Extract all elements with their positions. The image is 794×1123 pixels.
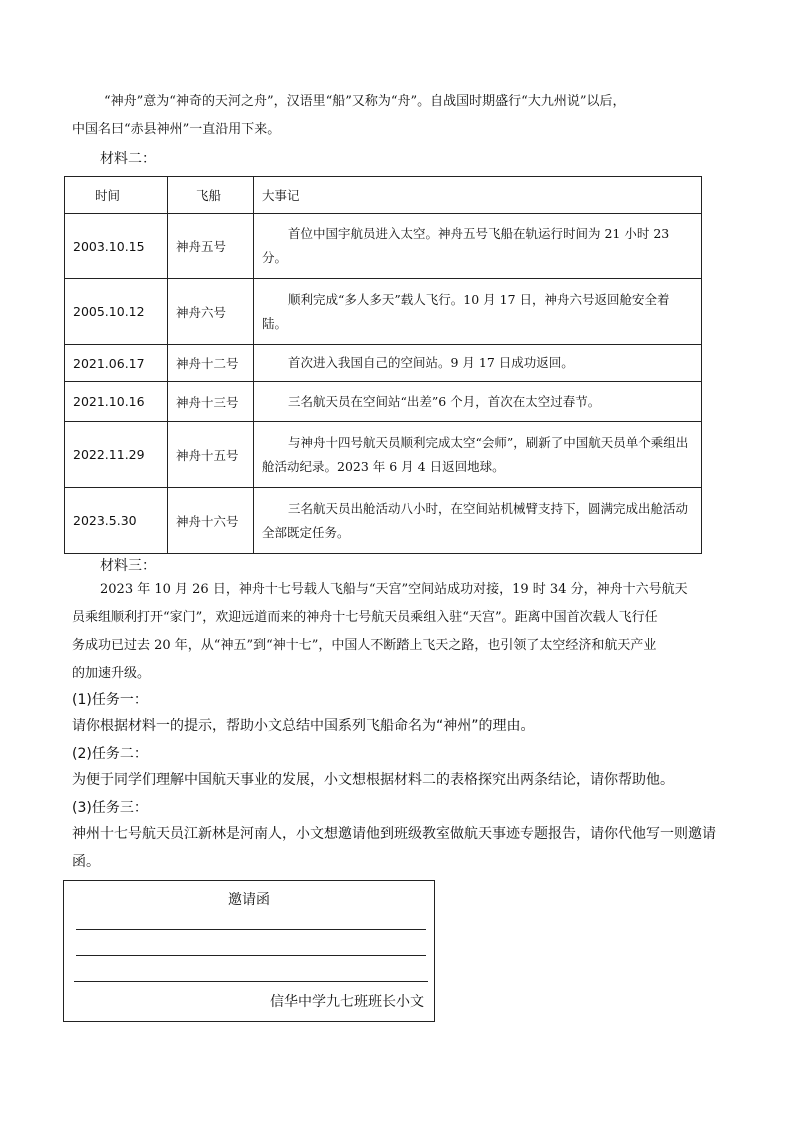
row-event: [254, 279, 702, 345]
table-row: [65, 279, 702, 345]
table-row: [65, 422, 702, 488]
table-row: [65, 488, 702, 554]
row-event: [254, 488, 702, 554]
material1-line1: “神舟”意为“神奇的天河之舟”，汉语里“船”又称为“舟”。自战国时期盛行“大九州说”以后，: [104, 94, 626, 109]
task3-text-line1: 神州十七号航天员江新林是河南人，小文想邀请他到班级教室做航天事迹专题报告，请你代他写一则邀请: [72, 826, 716, 842]
task2-heading: (2)任务二：: [72, 746, 148, 762]
row-ship: 神舟六号: [168, 279, 254, 345]
row-event-text: 首位中国宇航员进入太空。神舟五号飞船在轨运行时间为 21 小时 23 分。: [262, 226, 670, 265]
table-row: [65, 214, 702, 279]
material3-line: 的加速升级。: [72, 666, 151, 681]
row-event: [254, 214, 702, 279]
table-header-row: [65, 177, 702, 214]
row-date: 2003.10.15: [65, 214, 168, 279]
table-row: [65, 345, 702, 382]
header-ship: 飞船: [168, 177, 254, 214]
spaceflight-events-table: [64, 176, 702, 554]
invitation-signature: 信华中学九七班班长小文: [270, 994, 424, 1010]
task3-text-line2: 函。: [72, 854, 100, 870]
row-ship: 神舟十五号: [168, 422, 254, 488]
task3-heading: (3)任务三：: [72, 800, 148, 816]
task1-text: 请你根据材料一的提示，帮助小文总结中国系列飞船命名为“神州”的理由。: [72, 718, 535, 734]
row-date: 2023.5.30: [65, 488, 168, 554]
answer-line[interactable]: [74, 981, 428, 982]
table-row: [65, 382, 702, 422]
invitation-answer-box: [63, 880, 435, 1022]
material2-label: 材料二：: [100, 151, 156, 167]
answer-line[interactable]: [76, 955, 426, 956]
row-ship: 神舟十三号: [168, 382, 254, 422]
material1-line2: 中国名曰“赤县神州”一直沿用下来。: [72, 122, 281, 137]
row-event-text: 首次进入我国自己的空间站。9 月 17 日成功返回。: [288, 355, 574, 370]
row-ship: 神舟五号: [168, 214, 254, 279]
answer-line[interactable]: [76, 929, 426, 930]
invitation-title: 邀请函: [228, 892, 270, 908]
material3-line: 员乘组顺利打开“家门”，欢迎远道而来的神舟十七号航天员乘组入驻“天宫”。距离中国首次载人飞行任: [72, 610, 658, 625]
row-event-text: 三名航天员出舱活动八小时，在空间站机械臂支持下，圆满完成出舱活动全部既定任务。: [262, 500, 689, 540]
header-time: 时间: [65, 177, 168, 214]
row-event-text: 顺利完成“多人多天”载人飞行。10 月 17 日，神舟六号返回舱安全着陆。: [262, 291, 670, 331]
material3-label: 材料三：: [100, 558, 156, 574]
row-event-text: 与神舟十四号航天员顺利完成太空“会师”，刷新了中国航天员单个乘组出舱活动纪录。2023 年 6 月 4 日返回地球。: [262, 434, 689, 474]
material3-line: 务成功已过去 20 年，从“神五”到“神十七”，中国人不断踏上飞天之路，也引领了太空经济和航天产业: [72, 638, 657, 653]
row-event: [254, 382, 702, 422]
row-date: 2022.11.29: [65, 422, 168, 488]
row-event-text: 三名航天员在空间站“出差”6 个月，首次在太空过春节。: [288, 393, 601, 409]
task2-text: 为便于同学们理解中国航天事业的发展，小文想根据材料二的表格探究出两条结论，请你帮助他。: [72, 772, 674, 788]
row-ship: 神舟十六号: [168, 488, 254, 554]
header-events: 大事记: [254, 177, 702, 214]
row-event: [254, 345, 702, 382]
task1-heading: (1)任务一：: [72, 692, 148, 708]
material3-line: 2023 年 10 月 26 日，神舟十七号载人飞船与“天宫”空间站成功对接，19 时 34 分，神舟十六号航天: [100, 582, 688, 597]
row-date: 2005.10.12: [65, 279, 168, 345]
row-event: [254, 422, 702, 488]
row-date: 2021.10.16: [65, 382, 168, 422]
row-ship: 神舟十二号: [168, 345, 254, 382]
row-date: 2021.06.17: [65, 345, 168, 382]
